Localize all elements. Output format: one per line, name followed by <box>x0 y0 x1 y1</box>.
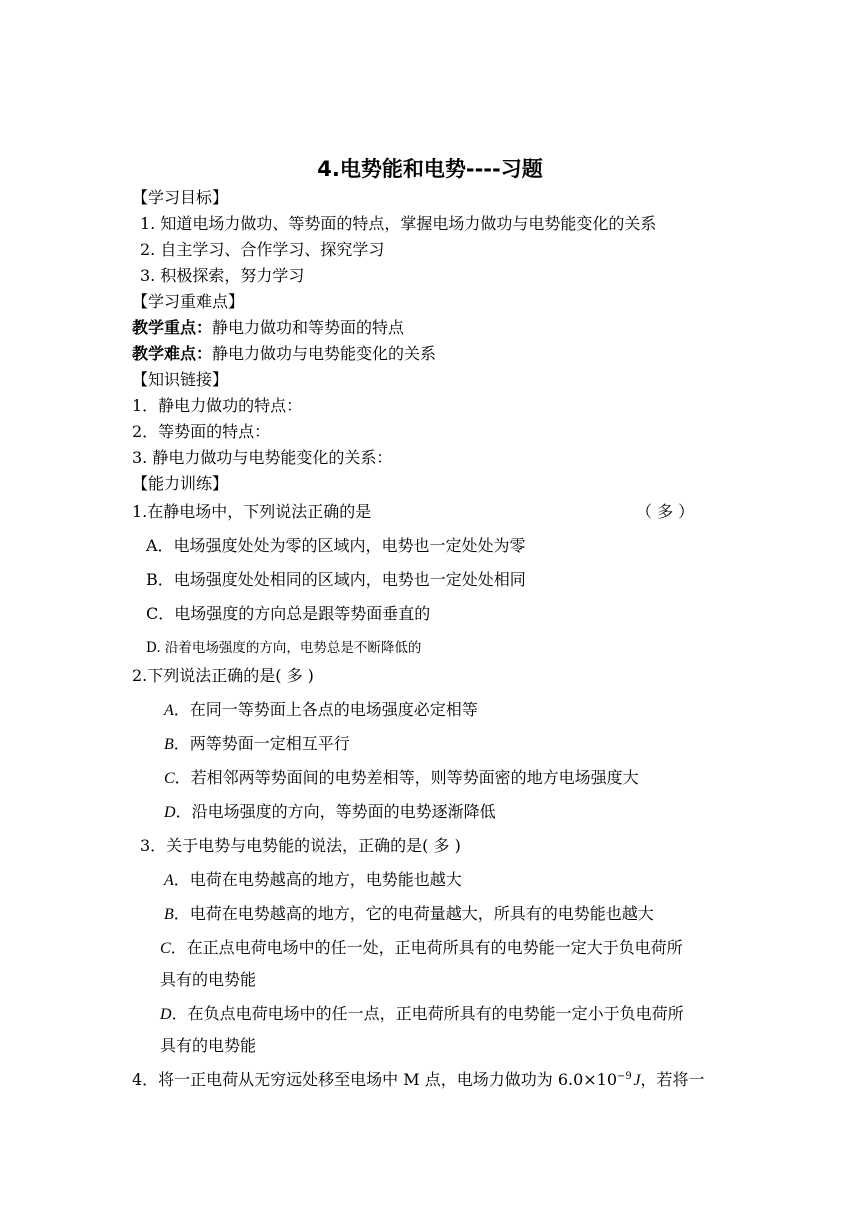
option-text: ．两等势面一定相互平行 <box>173 734 350 753</box>
q4-stem-part2: ，若将一 <box>640 1070 705 1089</box>
option-text: 具有的电势能 <box>160 1036 257 1055</box>
option-text: ．电荷在电势越高的地方，电势能也越大 <box>173 870 462 889</box>
difficulty-line <box>132 344 436 364</box>
option-text: ．在负点电荷电场中的任一点，正电荷所具有的电势能一定小于负电荷所 <box>171 1004 684 1023</box>
q1-option: B．电场强度处处相同的区域内，电势也一定处处相同 <box>146 570 526 589</box>
objectives-header: 【学习目标】 <box>132 188 229 207</box>
q4-unit: J <box>633 1072 641 1089</box>
q2-option <box>164 700 478 721</box>
link-header: 【知识链接】 <box>132 370 229 389</box>
focus-line <box>132 318 404 338</box>
q3-option-continued <box>160 1036 256 1056</box>
q3-option <box>160 1004 684 1025</box>
focus-text: 静电力做功和等势面的特点 <box>212 318 405 337</box>
q1-option: D. 沿着电场强度的方向，电势总是不断降低的 <box>146 640 422 656</box>
q3-option <box>160 938 683 959</box>
q4-stem <box>132 1070 705 1091</box>
option-letter: A <box>164 872 174 889</box>
q1-answer: （ 多 ） <box>636 502 695 521</box>
link-item: 2．等势面的特点： <box>132 422 271 441</box>
option-letter: D <box>160 1006 172 1023</box>
option-text: ．若相邻两等势面间的电势差相等，则等势面密的地方电场强度大 <box>174 768 639 787</box>
focus-label: 教学重点： <box>132 318 213 337</box>
objective-item: 2. 自主学习、合作学习、探究学习 <box>140 240 385 259</box>
q3-stem: 3．关于电势与电势能的说法，正确的是( 多 ) <box>140 836 461 855</box>
option-text: ．电荷在电势越高的地方，它的电荷量越大，所具有的电势能也越大 <box>173 904 654 923</box>
option-text: 具有的电势能 <box>160 970 257 989</box>
link-item: 1．静电力做功的特点： <box>132 396 303 415</box>
training-header: 【能力训练】 <box>132 474 229 493</box>
q1-option: A．电场强度处处为零的区域内，电势也一定处处为零 <box>146 536 526 555</box>
keypoints-header: 【学习重难点】 <box>132 292 245 311</box>
objective-item: 3. 积极探索，努力学习 <box>140 266 305 285</box>
q1-option: C．电场强度的方向总是跟等势面垂直的 <box>146 604 431 623</box>
q3-option <box>164 870 462 891</box>
q2-option <box>164 802 496 823</box>
option-letter: C <box>164 770 175 787</box>
q2-option <box>164 734 350 755</box>
link-item: 3. 静电力做功与电势能变化的关系： <box>132 448 393 467</box>
option-text: ．沿电场强度的方向，等势面的电势逐渐降低 <box>175 802 496 821</box>
q3-option <box>164 904 654 925</box>
option-letter: B <box>164 906 174 923</box>
option-letter: A <box>164 702 174 719</box>
option-letter: B <box>164 736 174 753</box>
q4-stem-part1: 4．将一正电荷从无穷远处移至电场中 M 点，电场力做功为 6.0×10 <box>132 1070 618 1089</box>
option-text: ．在同一等势面上各点的电场强度必定相等 <box>173 700 478 719</box>
q3-option-continued <box>160 970 256 990</box>
objective-item: 1. 知道电场力做功、等势面的特点，掌握电场力做功与电势能变化的关系 <box>140 214 657 233</box>
option-letter: C <box>160 940 171 957</box>
option-text: ．在正点电荷电场中的任一处，正电荷所具有的电势能一定大于负电荷所 <box>170 938 683 957</box>
difficulty-text: 静电力做功与电势能变化的关系 <box>212 344 437 363</box>
q4-exponent: −9 <box>617 1071 632 1082</box>
option-letter: D <box>164 804 176 821</box>
difficulty-label: 教学难点： <box>132 344 213 363</box>
q2-option <box>164 768 639 789</box>
q2-stem: 2.下列说法正确的是( 多 ) <box>132 666 314 685</box>
q1-stem: 1.在静电场中，下列说法正确的是 <box>132 502 372 521</box>
page-title: 4.电势能和电势----习题 <box>317 157 543 181</box>
